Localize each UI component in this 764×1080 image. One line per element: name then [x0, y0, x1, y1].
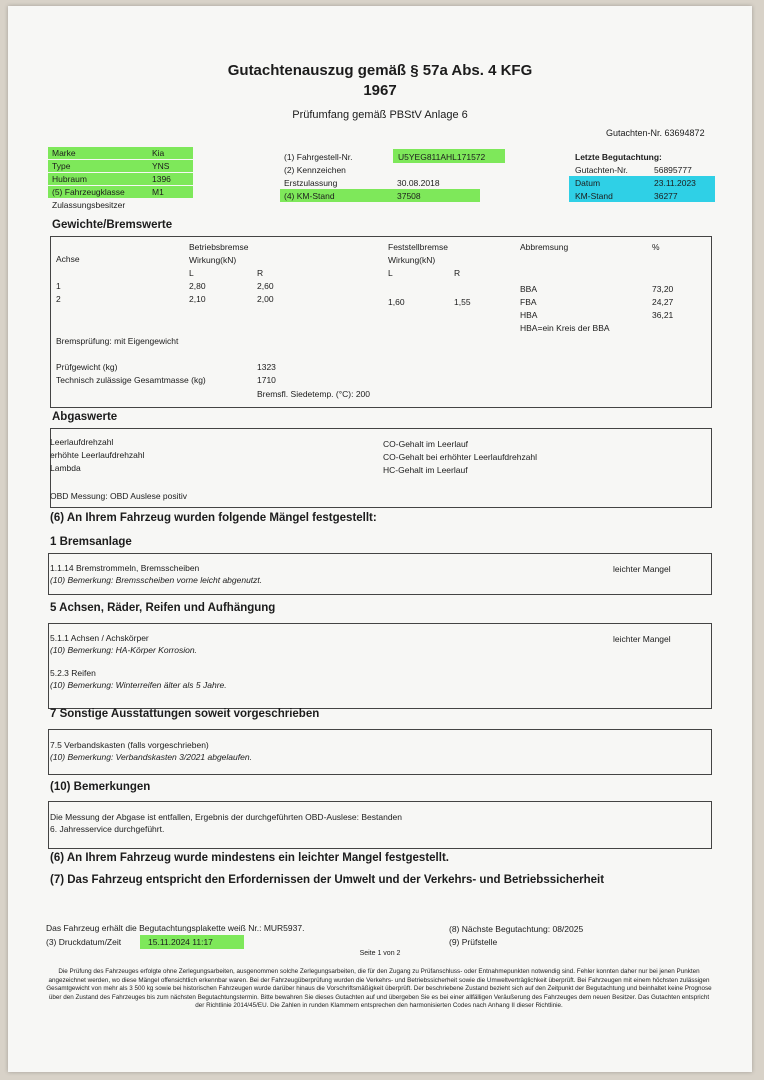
gewichte-heading: Gewichte/Bremswerte — [52, 219, 173, 231]
betriebsbremse-label: Betriebsbremse — [189, 242, 249, 252]
erhoeht-label: erhöhte Leerlaufdrehzahl — [50, 450, 145, 460]
marke-label: Marke — [52, 148, 76, 158]
bremspruefung: Bremsprüfung: mit Eigengewicht — [56, 336, 179, 346]
sonstige-item: 7.5 Verbandskasten (falls vorgeschrieben) — [50, 740, 209, 750]
betriebsbremse-r-label: R — [257, 268, 264, 278]
achse-2: 2 — [56, 294, 61, 304]
footer-disclaimer: Die Prüfung des Fahrzeuges erfolgte ohne Zerlegungsarbeiten, ausgenommen solche Zerlegungsarbeiten, die für den Zugang zu Prüfanschluss- oder Entnahmepunkten notwendig sind. Fehler konnten daher nur bei jenen Punkten angezeichnet werden, wo diese Mängel offensichtlich erkennbar waren. Bei der Fahrzeugüberprüfung wurden die Verkehrs- und Betriebssicherheit sowie die Umweltverträglichkeit überprüft. Bei Fahrzeugen mit einem höchsten zulässigen Gesamtgewicht von mehr als 3 500 kg sowie bei historischen Fahrzeugen wurde darüber hinaus die Vorschriftsmäßigkeit überprüft. Der beschriebene Zustand bezieht sich auf den Zeitpunkt der Begutachtung und beinhaltet keine Prognose über den Zustand des Fahrzeuges bis zum nächsten Begutachtungstermin. Bitte bewahren Sie dieses Gutachten auf und übergeben Sie es bei einer allfälligen Veräußerung des Fahrzeuges dem neuen Besitzer. Das Gutachten entspricht der Richtlinie 2014/45/EU. Die Zahlen in runden Klammern entsprechen den harmonisierten Codes nach Anhang II dieser Richtlinie. — [46, 968, 712, 1010]
lambda-label: Lambda — [50, 463, 81, 473]
achse-label: Achse — [56, 254, 80, 264]
bremsanlage-remark: (10) Bemerkung: Bremsscheiben vorne leicht abgenutzt. — [50, 575, 263, 585]
achse-2-fr: 1,55 — [454, 297, 471, 307]
kmstand-value: 37508 — [397, 191, 421, 201]
achsen-heading: 5 Achsen, Räder, Reifen und Aufhängung — [50, 602, 276, 614]
fahrzeugklasse-label: (5) Fahrzeugklasse — [52, 187, 125, 197]
letzte-gutachten-value: 56895777 — [654, 165, 692, 175]
achse-1: 1 — [56, 281, 61, 291]
pruefstelle-label: (9) Prüfstelle — [449, 937, 498, 947]
fahrgestell-label: (1) Fahrgestell-Nr. — [284, 152, 353, 162]
letzte-datum-label: Datum — [575, 178, 601, 188]
kmstand-label: (4) KM-Stand — [284, 191, 335, 201]
bba-value: 73,20 — [652, 284, 674, 294]
co-erhoeht-label: CO-Gehalt bei erhöhter Leerlaufdrehzahl — [383, 452, 538, 462]
gesamtmasse-label: Technisch zulässige Gesamtmasse (kg) — [56, 375, 206, 385]
druckdatum-value: 15.11.2024 11:17 — [148, 937, 213, 947]
achsen-remark-1: (10) Bemerkung: HA-Körper Korrosion. — [50, 645, 197, 655]
percent-label: % — [652, 242, 660, 252]
erstzulassung-label: Erstzulassung — [284, 178, 338, 188]
fba-label: FBA — [520, 297, 537, 307]
letzte-gutachten-label: Gutachten-Nr. — [575, 165, 628, 175]
bremsanlage-item: 1.1.14 Bremstrommeln, Bremsscheiben — [50, 563, 200, 573]
bremsanlage-box — [48, 553, 712, 595]
summary-line-2: (7) Das Fahrzeug entspricht den Erfordernissen der Umwelt und der Verkehrs- und Betriebssicherheit — [50, 874, 605, 886]
naechste-begutachtung: (8) Nächste Begutachtung: 08/2025 — [449, 924, 584, 934]
typ-label: Type — [52, 161, 71, 171]
hba-label: HBA — [520, 310, 538, 320]
letzte-begutachtung-heading: Letzte Begutachtung: — [575, 152, 662, 162]
hba-note: HBA=ein Kreis der BBA — [520, 323, 610, 333]
hubraum-value: 1396 — [152, 174, 171, 184]
feststellbremse-r-label: R — [454, 268, 461, 278]
bremsanlage-severity: leichter Mangel — [613, 564, 671, 574]
obd-messung: OBD Messung: OBD Auslese positiv — [50, 491, 188, 501]
letzte-km-label: KM-Stand — [575, 191, 613, 201]
marke-value: Kia — [152, 148, 165, 158]
betriebsbremse-wirkung-label: Wirkung(kN) — [189, 255, 237, 265]
bemerkungen-line-1: Die Messung der Abgase ist entfallen, Ergebnis der durchgeführten OBD-Auslese: Bestanden — [50, 812, 403, 822]
achse-1-bl: 2,80 — [189, 281, 206, 291]
bemerkungen-line-2: 6. Jahresservice durchgeführt. — [50, 824, 165, 834]
abgas-heading: Abgaswerte — [52, 411, 118, 423]
fba-value: 24,27 — [652, 297, 674, 307]
sonstige-heading: 7 Sonstige Ausstattungen soweit vorgeschrieben — [50, 708, 320, 720]
hba-value: 36,21 — [652, 310, 674, 320]
document-title-year: 1967 — [363, 82, 397, 99]
abbremsung-label: Abbremsung — [520, 242, 569, 252]
typ-value: YNS — [152, 161, 170, 171]
kennzeichen-label: (2) Kennzeichen — [284, 165, 346, 175]
feststellbremse-wirkung-label: Wirkung(kN) — [388, 255, 436, 265]
document-subtitle: Prüfumfang gemäß PBStV Anlage 6 — [292, 109, 468, 121]
bemerkungen-heading: (10) Bemerkungen — [50, 781, 151, 793]
pruefgewicht-label: Prüfgewicht (kg) — [56, 362, 118, 372]
hubraum-label: Hubraum — [52, 174, 87, 184]
siedetemp: Bremsfl. Siedetemp. (°C): 200 — [257, 389, 370, 399]
document-page — [8, 6, 752, 1072]
pruefgewicht-value: 1323 — [257, 362, 276, 372]
fahrgestell-value: U5YEG811AHL171572 — [398, 152, 486, 162]
feststellbremse-l-label: L — [388, 268, 393, 278]
achsen-severity-1: leichter Mangel — [613, 634, 671, 644]
co-leerlauf-label: CO-Gehalt im Leerlauf — [383, 439, 469, 449]
sonstige-remark: (10) Bemerkung: Verbandskasten 3/2021 abgelaufen. — [50, 752, 252, 762]
bba-label: BBA — [520, 284, 538, 294]
bremsanlage-heading: 1 Bremsanlage — [50, 536, 132, 548]
page-number: Seite 1 von 2 — [359, 950, 401, 957]
achsen-remark-2: (10) Bemerkung: Winterreifen älter als 5 Jahre. — [50, 680, 227, 690]
plakette-info: Das Fahrzeug erhält die Begutachtungsplakette weiß Nr.: MUR5937. — [46, 923, 305, 933]
maengel-heading: (6) An Ihrem Fahrzeug wurden folgende Mängel festgestellt: — [50, 512, 377, 524]
leerlauf-label: Leerlaufdrehzahl — [50, 437, 114, 447]
gesamtmasse-value: 1710 — [257, 375, 276, 385]
achsen-item-2: 5.2.3 Reifen — [50, 668, 96, 678]
letzte-km-value: 36277 — [654, 191, 678, 201]
achsen-item-1: 5.1.1 Achsen / Achskörper — [50, 633, 149, 643]
hc-leerlauf-label: HC-Gehalt im Leerlauf — [383, 465, 468, 475]
summary-line-1: (6) An Ihrem Fahrzeug wurde mindestens ein leichter Mangel festgestellt. — [50, 852, 449, 864]
document-title: Gutachtenauszug gemäß § 57a Abs. 4 KFG — [227, 62, 533, 79]
gutachten-number: Gutachten-Nr. 63694872 — [606, 128, 705, 138]
achse-2-bl: 2,10 — [189, 294, 206, 304]
achse-2-fl: 1,60 — [388, 297, 405, 307]
feststellbremse-label: Feststellbremse — [388, 242, 448, 252]
achse-1-br: 2,60 — [257, 281, 274, 291]
zulassungsbesitzer-label: Zulassungsbesitzer — [52, 200, 126, 210]
letzte-datum-value: 23.11.2023 — [654, 178, 696, 188]
erstzulassung-value: 30.08.2018 — [397, 178, 440, 188]
betriebsbremse-l-label: L — [189, 268, 194, 278]
druckdatum-label: (3) Druckdatum/Zeit — [46, 937, 122, 947]
fahrzeugklasse-value: M1 — [152, 187, 164, 197]
achse-2-br: 2,00 — [257, 294, 274, 304]
